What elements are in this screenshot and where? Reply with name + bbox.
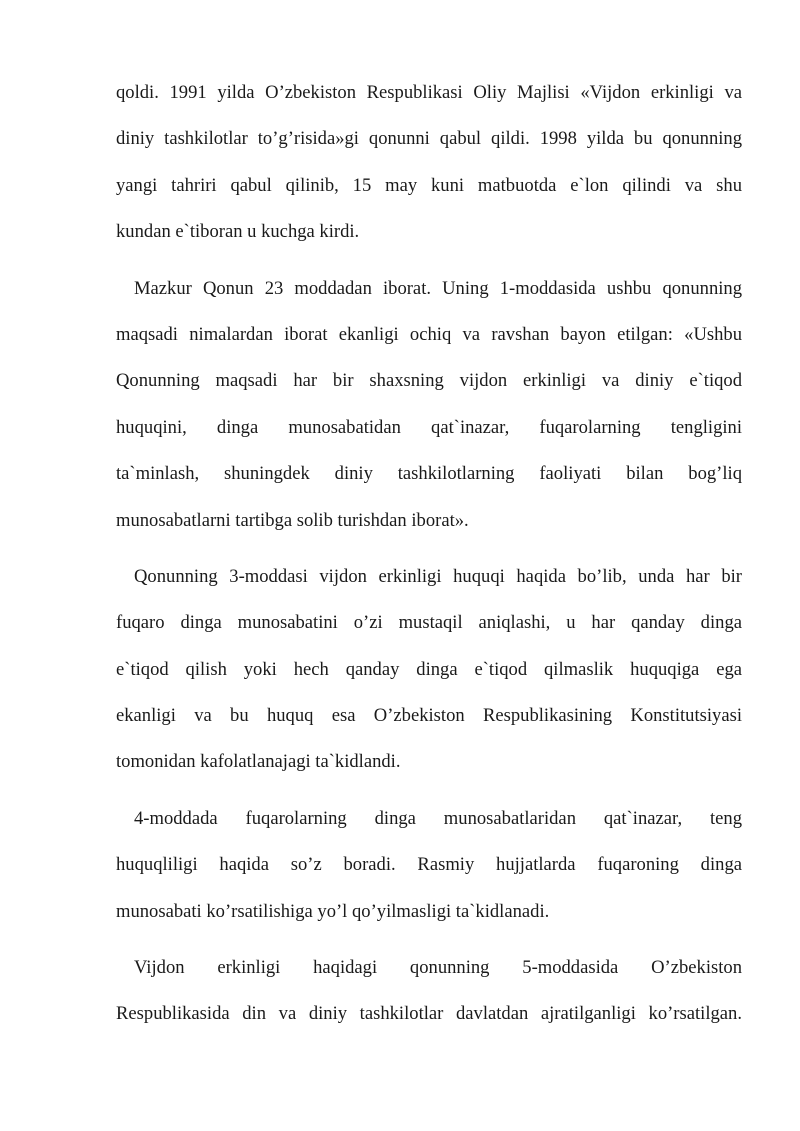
text-line: Mazkur Qonun 23 moddadan iborat. Uning 1-moddasida ushbu qonunning <box>134 277 742 299</box>
text-line: Qonunning 3-moddasi vijdon erkinligi huquqi haqida bo’lib, unda har bir <box>134 565 742 587</box>
text-line: ekanligi va bu huquq esa O’zbekiston Respublikasining Konstitutsiyasi <box>116 705 742 727</box>
text-line: Vijdon erkinligi haqidagi qonunning 5-moddasida O’zbekiston <box>134 957 742 979</box>
text-line: tomonidan kafolatlanajagi ta`kidlandi. <box>116 751 401 773</box>
text-line: fuqaro dinga munosabatini o’zi mustaqil aniqlashi, u har qanday dinga <box>116 612 742 634</box>
paragraph <box>116 796 742 935</box>
paragraph <box>116 554 742 786</box>
text-line: huquqliligi haqida so’z boradi. Rasmiy hujjatlarda fuqaroning dinga <box>116 854 742 876</box>
text-line: qoldi. 1991 yilda O’zbekiston Respublikasi Oliy Majlisi «Vijdon erkinligi va <box>116 82 742 103</box>
text-line: yangi tahriri qabul qilinib, 15 may kuni matbuotda e`lon qilindi va shu <box>116 174 742 196</box>
paragraph <box>116 266 742 544</box>
text-line: Respublikasida din va diniy tashkilotlar davlatdan ajratilganligi ko’rsatilgan. <box>116 1003 742 1025</box>
text-line: 4-moddada fuqarolarning dinga munosabatlaridan qat`inazar, teng <box>134 807 742 829</box>
text-line: munosabatlarni tartibga solib turishdan iborat». <box>116 509 469 531</box>
text-line: ta`minlash, shuningdek diniy tashkilotlarning faoliyati bilan bog’liq <box>116 463 742 485</box>
paragraph <box>116 945 742 1038</box>
text-line: huquqini, dinga munosabatidan qat`inazar, fuqarolarning tengligini <box>116 416 742 438</box>
text-line: Qonunning maqsadi har bir shaxsning vijdon erkinligi va diniy e`tiqod <box>116 370 742 392</box>
text-line: maqsadi nimalardan iborat ekanligi ochiq va ravshan bayon etilgan: «Ushbu <box>116 323 742 345</box>
text-line: diniy tashkilotlar to’g’risida»gi qonunni qabul qildi. 1998 yilda bu qonunning <box>116 128 742 150</box>
text-line: e`tiqod qilish yoki hech qanday dinga e`tiqod qilmaslik huquqiga ega <box>116 658 742 680</box>
text-line: munosabati ko’rsatilishiga yo’l qo’yilmasligi ta`kidlanadi. <box>116 900 550 922</box>
text-line: kundan e`tiboran u kuchga kirdi. <box>116 221 360 243</box>
document-body <box>116 70 742 1038</box>
paragraph <box>116 70 742 256</box>
